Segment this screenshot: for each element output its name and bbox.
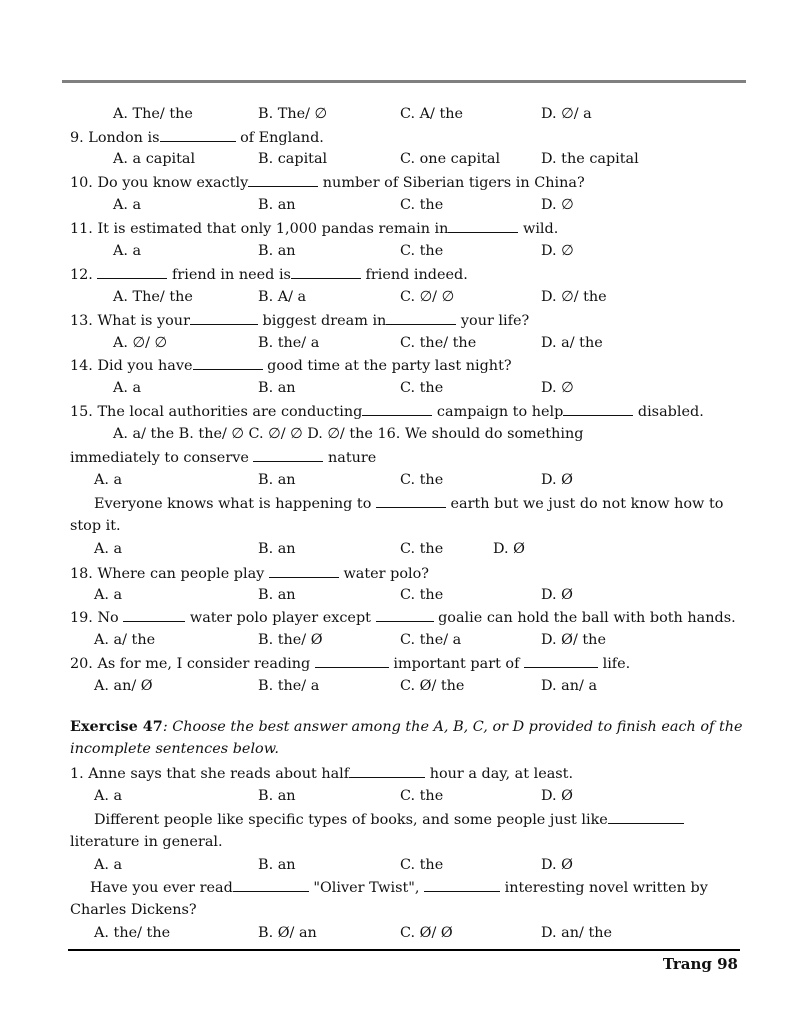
answer-blank <box>97 264 167 279</box>
exercise-question-1: 1. Anne says that she reads about half hour a day, at least. <box>70 763 573 784</box>
question-17: Everyone knows what is happening to earth but we just do not know how to <box>94 493 723 514</box>
answer-blank <box>269 563 339 578</box>
exercise-instructions-continued: incomplete sentences below. <box>70 741 279 757</box>
answer-blank <box>193 355 263 370</box>
e3-option-c: C. Ø/ Ø <box>400 925 453 941</box>
exercise-heading <box>70 717 743 737</box>
answer-blank <box>253 447 323 462</box>
q8-option-b: B. The/ ∅ <box>258 106 328 122</box>
answer-blank <box>190 310 258 325</box>
question-13: 13. What is your biggest dream in your life? <box>70 310 529 331</box>
e2-option-b: B. an <box>258 857 296 873</box>
q10-option-a: A. a <box>113 197 142 213</box>
answer-blank <box>362 401 432 416</box>
q14-option-c: C. the <box>400 380 444 396</box>
e3-option-d: D. an/ the <box>541 925 613 941</box>
answer-blank <box>349 763 425 778</box>
q19-option-b: B. the/ Ø <box>258 632 323 648</box>
e2-option-c: C. the <box>400 857 444 873</box>
e1-option-c: C. the <box>400 788 444 804</box>
q18-option-b: B. an <box>258 587 296 603</box>
answer-blank <box>315 653 389 668</box>
q11-option-b: B. an <box>258 243 296 259</box>
q12-option-c: C. ∅/ ∅ <box>400 289 455 305</box>
question-16: immediately to conserve nature <box>70 447 376 468</box>
q16-option-b: B. an <box>258 472 296 488</box>
q20-option-d: D. an/ a <box>541 678 598 694</box>
answer-blank <box>386 310 456 325</box>
q11-option-c: C. the <box>400 243 444 259</box>
page-number: Trang 98 <box>662 955 738 973</box>
e2-option-d: D. Ø <box>541 857 573 873</box>
e3-option-b: B. Ø/ an <box>258 925 317 941</box>
question-19: 19. No water polo player except goalie can hold the ball with both hands. <box>70 607 736 628</box>
question-18: 18. Where can people play water polo? <box>70 563 429 584</box>
exercise-question-2-continued: literature in general. <box>70 834 223 850</box>
e3-option-a: A. the/ the <box>94 925 171 941</box>
q17-option-d: D. Ø <box>493 541 525 557</box>
question-15: 15. The local authorities are conducting campaign to help disabled. <box>70 401 704 422</box>
question-17-continued: stop it. <box>70 518 121 534</box>
q8-option-a: A. The/ the <box>113 106 193 122</box>
q10-option-d: D. ∅ <box>541 197 574 213</box>
q8-option-c: C. A/ the <box>400 106 464 122</box>
header-rule <box>62 80 746 83</box>
q10-option-b: B. an <box>258 197 296 213</box>
q17-option-a: A. a <box>94 541 123 557</box>
q20-option-a: A. an/ Ø <box>94 678 153 694</box>
answer-blank <box>160 127 236 142</box>
e1-option-b: B. an <box>258 788 296 804</box>
e1-option-a: A. a <box>94 788 123 804</box>
exercise-title: Exercise 47 <box>70 718 163 735</box>
answer-blank <box>424 877 500 892</box>
q18-option-c: C. the <box>400 587 444 603</box>
answer-blank <box>563 401 633 416</box>
question-14: 14. Did you have good time at the party last night? <box>70 355 512 376</box>
q18-option-d: D. Ø <box>541 587 573 603</box>
question-10: 10. Do you know exactly number of Siberian tigers in China? <box>70 172 585 193</box>
e2-option-a: A. a <box>94 857 123 873</box>
answer-blank <box>376 607 434 622</box>
q14-option-b: B. an <box>258 380 296 396</box>
q16-option-d: D. Ø <box>541 472 573 488</box>
question-12: 12. friend in need is friend indeed. <box>70 264 468 285</box>
q9-option-c: C. one capital <box>400 151 501 167</box>
question-9: 9. London is of England. <box>70 127 324 148</box>
e1-option-d: D. Ø <box>541 788 573 804</box>
footer-rule <box>68 949 740 951</box>
answer-blank <box>448 218 518 233</box>
answer-blank <box>376 493 446 508</box>
q9-option-d: D. the capital <box>541 151 639 167</box>
q16-option-a: A. a <box>94 472 123 488</box>
q13-option-b: B. the/ a <box>258 335 320 351</box>
q12-option-a: A. The/ the <box>113 289 193 305</box>
question-20: 20. As for me, I consider reading important part of life. <box>70 653 630 674</box>
answer-blank <box>524 653 598 668</box>
exercise-instructions: : Choose the best answer among the A, B, C, or D provided to finish each of the <box>162 719 743 735</box>
q13-option-c: C. the/ the <box>400 335 477 351</box>
answer-blank <box>291 264 361 279</box>
q14-option-d: D. ∅ <box>541 380 574 396</box>
q14-option-a: A. a <box>113 380 142 396</box>
q8-option-d: D. ∅/ a <box>541 106 592 122</box>
exercise-question-3: Have you ever read "Oliver Twist", interesting novel written by <box>90 877 708 898</box>
q17-option-b: B. an <box>258 541 296 557</box>
answer-blank <box>123 607 185 622</box>
q19-option-a: A. a/ the <box>94 632 156 648</box>
q13-option-d: D. a/ the <box>541 335 603 351</box>
q20-option-b: B. the/ a <box>258 678 320 694</box>
q9-option-b: B. capital <box>258 151 328 167</box>
question-11: 11. It is estimated that only 1,000 pandas remain in wild. <box>70 218 558 239</box>
exercise-question-3-continued: Charles Dickens? <box>70 902 197 918</box>
exercise-question-2: Different people like specific types of books, and some people just like <box>94 809 684 830</box>
q10-option-c: C. the <box>400 197 444 213</box>
q18-option-a: A. a <box>94 587 123 603</box>
q19-option-c: C. the/ a <box>400 632 462 648</box>
q12-option-b: B. A/ a <box>258 289 307 305</box>
answer-blank <box>248 172 318 187</box>
q17-option-c: C. the <box>400 541 444 557</box>
q19-option-d: D. Ø/ the <box>541 632 606 648</box>
q12-option-d: D. ∅/ the <box>541 289 607 305</box>
answer-blank <box>608 809 684 824</box>
answer-blank <box>233 877 309 892</box>
q20-option-c: C. Ø/ the <box>400 678 465 694</box>
q11-option-d: D. ∅ <box>541 243 574 259</box>
q16-option-c: C. the <box>400 472 444 488</box>
q11-option-a: A. a <box>113 243 142 259</box>
q13-option-a: A. ∅/ ∅ <box>113 335 168 351</box>
q15-merged-options: A. a/ the B. the/ ∅ C. ∅/ ∅ D. ∅/ the 16. We should do something <box>113 426 584 442</box>
q9-option-a: A. a capital <box>113 151 196 167</box>
